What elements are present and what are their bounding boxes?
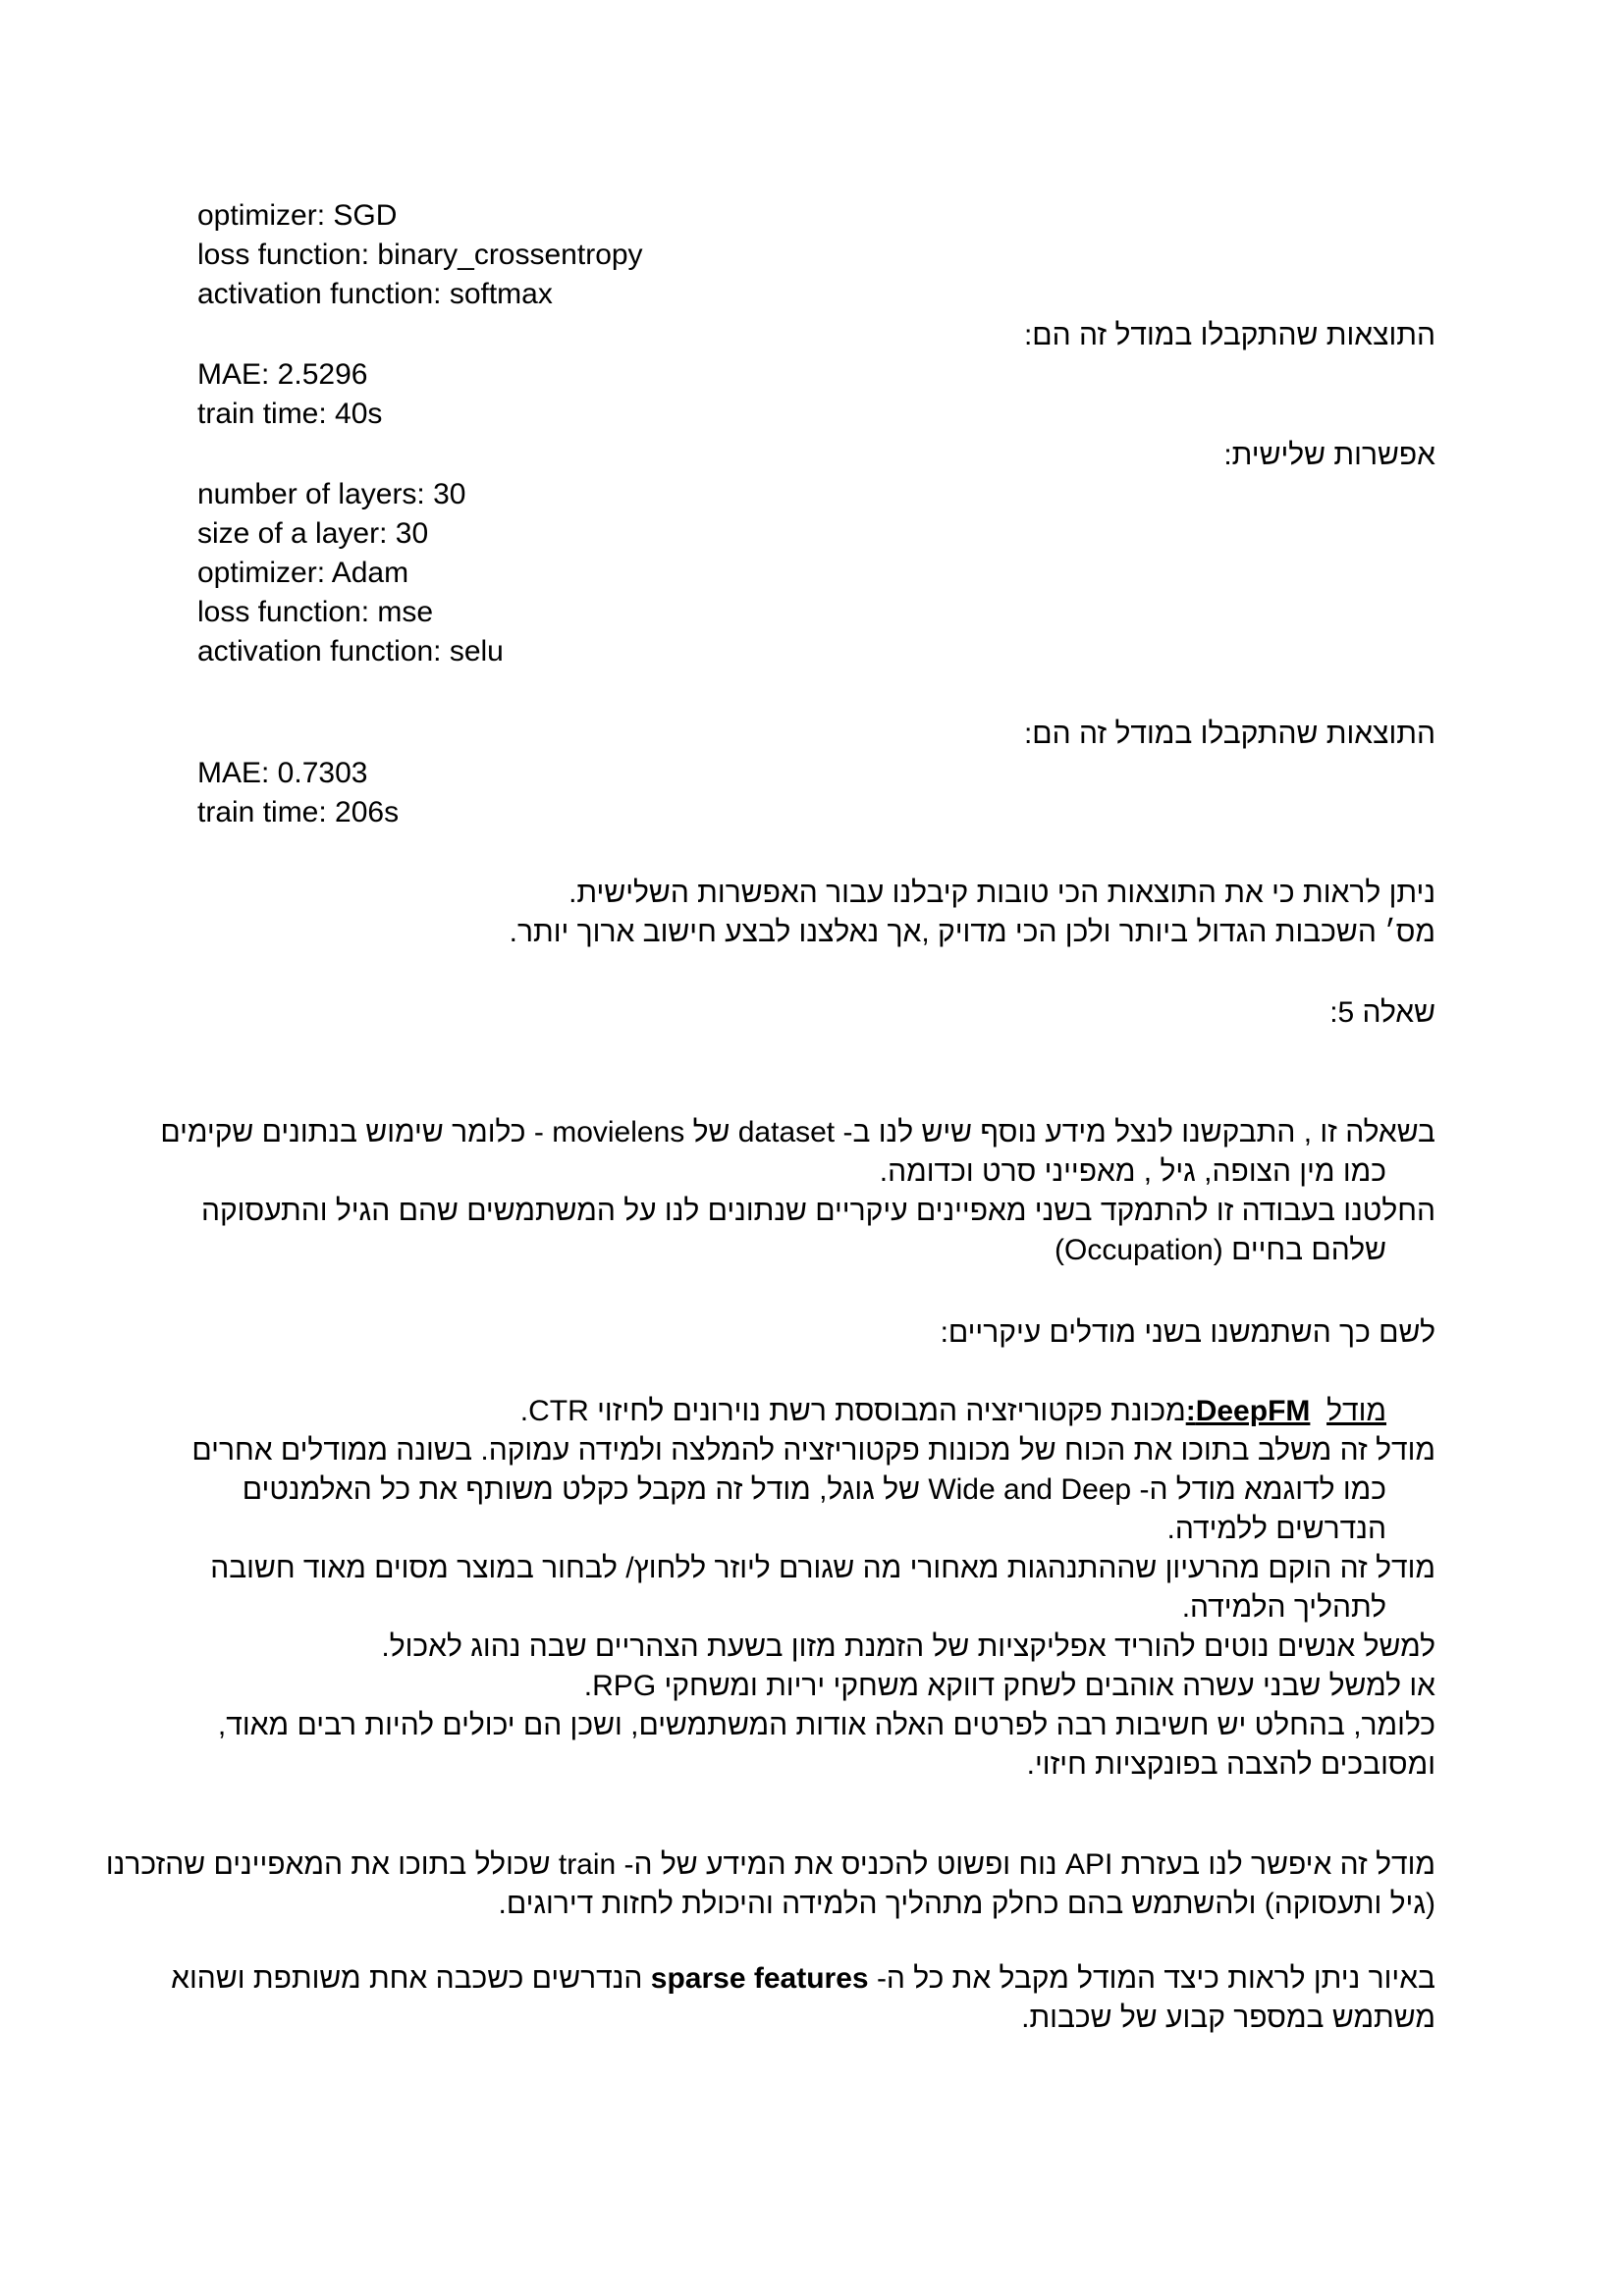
deepfm-line: כמו לדוגמא מודל ה- Wide and Deep של גוגל, מודל זה מקבל כקלט משותף את כל האלמנטים	[242, 1473, 1386, 1506]
sparse-line-1	[171, 1959, 1435, 1999]
conclusion-line: מס׳ השכבות הגדול ביותר ולכן הכי מדויק ,אך נאלצנו לבצע חישוב ארוך יותר.	[509, 916, 1435, 948]
api-paragraph	[106, 1845, 1435, 1924]
deepfm-prefix: מודל	[1326, 1395, 1386, 1427]
q5-intro-line: שלהם בחיים (Occupation)	[1054, 1234, 1386, 1266]
results2-train-time: train time: 40s	[197, 398, 383, 430]
option3-activation: activation function: selu	[197, 635, 504, 667]
deepfm-title-rest: מכונת פקטוריזציה המבוססת רשת נוירונים לחיזוי CTR.	[519, 1395, 1186, 1427]
results2-heading: התוצאות שהתקבלו במודל זה הם:	[1023, 319, 1435, 351]
sparse-before: באיור ניתן לראות כיצד המודל מקבל את כל ה-	[876, 1962, 1435, 1995]
deepfm-line: או למשל שבני עשרה אוהבים לשחק דווקא משחקי יריות ומשחקי RPG.	[583, 1670, 1435, 1702]
results3	[197, 754, 399, 832]
deepfm-line: למשל אנשים נוטים להוריד אפליקציות של הזמנת מזון בשעת הצהריים שבה נהוג לאכול.	[381, 1630, 1435, 1663]
models-heading: לשם כך השתמשנו בשני מודלים עיקריים:	[940, 1316, 1435, 1349]
option2-loss: loss function: binary_crossentropy	[197, 239, 643, 271]
deepfm-line: מודל זה הוקם מהרעיון שההתנהגות מאחורי מה שגורם ליוזר ללחוץ/ לבחור במוצר מסוים מאוד חשובה	[210, 1552, 1435, 1584]
deepfm-name: DeepFM:	[1185, 1395, 1311, 1427]
q5-intro	[160, 1113, 1435, 1270]
option2-activation: activation function: softmax	[197, 278, 553, 310]
option2-params	[197, 196, 643, 314]
deepfm-line: ומסובכים להצבה בפונקציות חיזוי.	[1026, 1748, 1435, 1781]
results3-heading: התוצאות שהתקבלו במודל זה הם:	[1023, 718, 1435, 750]
results3-mae: MAE: 0.7303	[197, 757, 368, 789]
deepfm-line: הנדרשים ללמידה.	[1166, 1513, 1386, 1545]
option3-loss: loss function: mse	[197, 596, 434, 628]
q5-intro-line: בשאלה זו , התבקשנו לנצל מידע נוסף שיש לנו ב- dataset של movielens - כלומר שימוש בנתונים שקימים	[160, 1116, 1435, 1148]
deepfm-line: מודל זה משלב בתוכו את הכוח של מכונות פקטוריזציה להמלצה ולמידה עמוקה. בשונה ממודלים אחרים	[191, 1434, 1435, 1467]
sparse-line-2: משתמש במספר קבוע של שכבות.	[1021, 2002, 1435, 2034]
option3-layers: number of layers: 30	[197, 478, 466, 510]
api-line: (גיל ותעסוקה) ולהשתמש בהם כחלק מתהליך הלמידה והיכולת לחזות דירוגים.	[498, 1888, 1435, 1920]
sparse-after: הנדרשים כשכבה אחת משותפת ושהוא	[171, 1962, 643, 1995]
deepfm-section	[191, 1392, 1435, 1785]
results2-mae: MAE: 2.5296	[197, 358, 368, 391]
deepfm-line: כלומר, בהחלט יש חשיבות רבה לפרטים האלה אודות המשתמשים, ושכן הם יכולים להיות רבים מאוד,	[217, 1709, 1435, 1741]
api-line: מודל זה איפשר לנו בעזרת API נוח ופשוט להכניס את המידע של ה- train שכולל בתוכו את המאפיינים שהזכרנו	[105, 1848, 1435, 1881]
sparse-paragraph	[171, 1959, 1435, 2038]
conclusion	[510, 874, 1435, 952]
option3-heading: אפשרות שלישית:	[1223, 439, 1435, 471]
conclusion-line: ניתן לראות כי את התוצאות הכי טובות קיבלנו עבור האפשרות השלישית.	[568, 877, 1435, 909]
q5-heading: שאלה 5:	[1329, 996, 1435, 1029]
results3-train-time: train time: 206s	[197, 796, 400, 828]
deepfm-title	[191, 1392, 1435, 1431]
option2-optimizer: optimizer: SGD	[197, 199, 398, 232]
option3-optimizer: optimizer: Adam	[197, 557, 409, 589]
sparse-bold: sparse features	[650, 1962, 869, 1995]
option3-params	[197, 475, 504, 671]
q5-intro-line: החלטנו בעבודה זו להתמקד בשני מאפיינים עיקריים שנתונים לנו על המשתמשים שהם הגיל והתעסוקה	[200, 1195, 1435, 1227]
option3-size: size of a layer: 30	[197, 517, 429, 550]
q5-intro-line: כמו מין הצופה, גיל , מאפייני סרט וכדומה.	[879, 1155, 1386, 1188]
results2	[197, 355, 382, 434]
deepfm-line: לתהליך הלמידה.	[1181, 1591, 1386, 1624]
